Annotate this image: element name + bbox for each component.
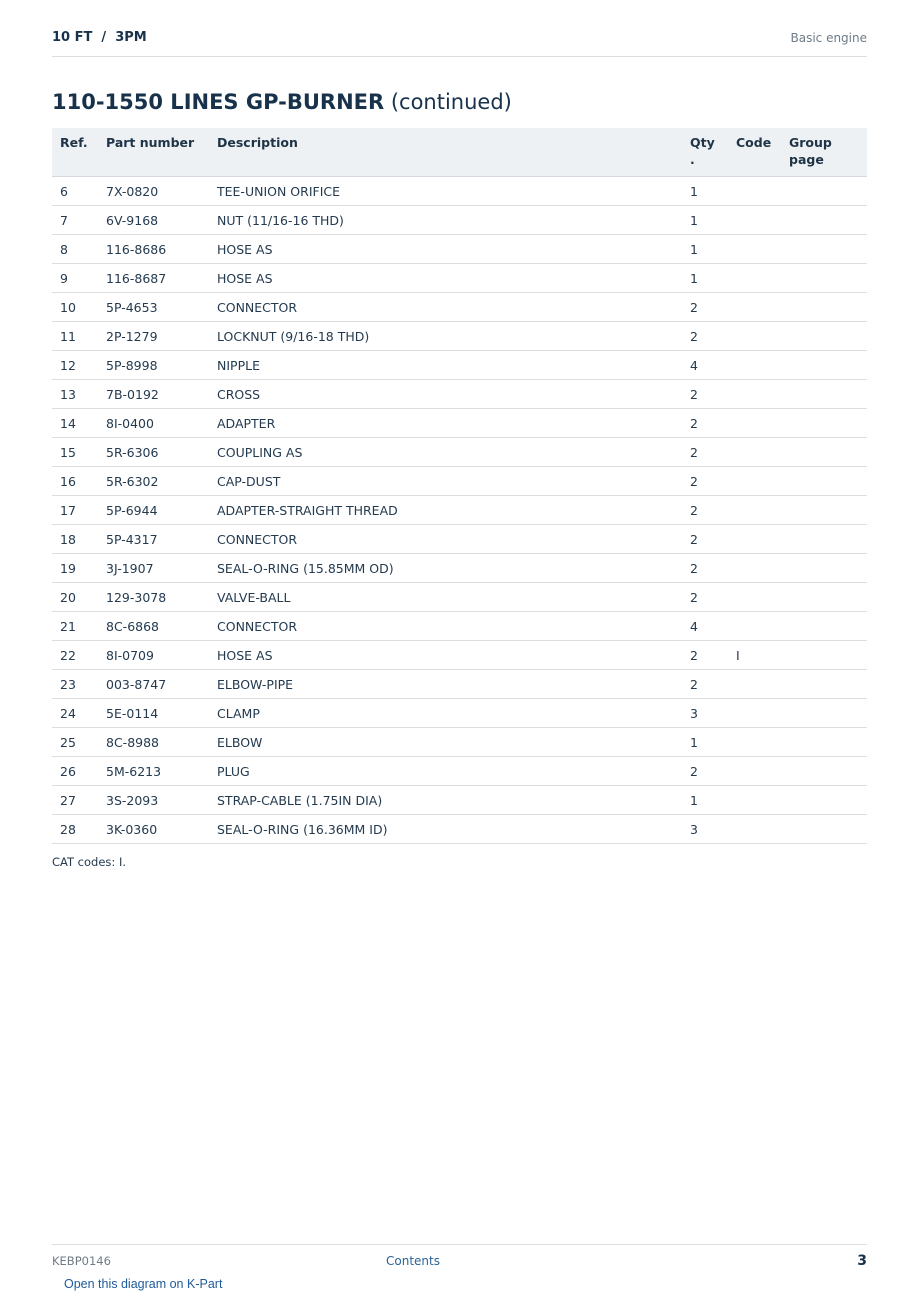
cell-qty: 1 [682, 728, 728, 757]
cell-description: CLAMP [209, 699, 682, 728]
cell-qty: 2 [682, 496, 728, 525]
column-header-qty-line2: . [690, 152, 695, 167]
cell-part-number: 003-8747 [98, 670, 209, 699]
cell-description: VALVE-BALL [209, 583, 682, 612]
cell-ref: 9 [52, 264, 98, 293]
table-row [52, 467, 867, 496]
cell-code [728, 409, 781, 438]
cell-description: CONNECTOR [209, 293, 682, 322]
table-row [52, 322, 867, 351]
table-row [52, 496, 867, 525]
cell-code [728, 728, 781, 757]
cell-ref: 10 [52, 293, 98, 322]
cell-part-number: 5P-8998 [98, 351, 209, 380]
table-row [52, 728, 867, 757]
cell-group-page [781, 293, 867, 322]
cell-qty: 3 [682, 815, 728, 844]
header-section-label: Basic engine [790, 31, 867, 45]
cell-description: CROSS [209, 380, 682, 409]
cell-description: STRAP-CABLE (1.75IN DIA) [209, 786, 682, 815]
cell-ref: 12 [52, 351, 98, 380]
table-row [52, 612, 867, 641]
cell-description: NUT (11/16-16 THD) [209, 206, 682, 235]
cat-codes-footnote: CAT codes: I. [52, 855, 126, 869]
cell-description: TEE-UNION ORIFICE [209, 177, 682, 206]
cell-ref: 7 [52, 206, 98, 235]
table-row [52, 206, 867, 235]
table-row [52, 670, 867, 699]
cell-part-number: 3K-0360 [98, 815, 209, 844]
open-diagram-k-part-link[interactable]: Open this diagram on K-Part [64, 1277, 223, 1291]
cell-code [728, 786, 781, 815]
cell-qty: 1 [682, 786, 728, 815]
cell-description: PLUG [209, 757, 682, 786]
cell-code [728, 467, 781, 496]
cell-qty: 2 [682, 409, 728, 438]
table-row [52, 757, 867, 786]
cell-code [728, 612, 781, 641]
cell-code [728, 293, 781, 322]
cell-group-page [781, 612, 867, 641]
cell-qty: 1 [682, 177, 728, 206]
page-number: 3 [857, 1253, 867, 1269]
cell-description: HOSE AS [209, 264, 682, 293]
cell-code [728, 525, 781, 554]
cell-ref: 16 [52, 467, 98, 496]
cell-ref: 15 [52, 438, 98, 467]
cell-ref: 22 [52, 641, 98, 670]
cell-part-number: 8C-8988 [98, 728, 209, 757]
cell-qty: 2 [682, 757, 728, 786]
cell-part-number: 5E-0114 [98, 699, 209, 728]
table-row [52, 235, 867, 264]
cell-part-number: 8I-0400 [98, 409, 209, 438]
cell-group-page [781, 670, 867, 699]
parts-table-header [52, 128, 867, 177]
cell-description: LOCKNUT (9/16-18 THD) [209, 322, 682, 351]
cell-ref: 19 [52, 554, 98, 583]
cell-group-page [781, 351, 867, 380]
cell-ref: 25 [52, 728, 98, 757]
footer-document-id: KEBP0146 [52, 1254, 111, 1268]
cell-part-number: 6V-9168 [98, 206, 209, 235]
cell-code [728, 554, 781, 583]
cell-group-page [781, 264, 867, 293]
cell-code [728, 670, 781, 699]
table-row [52, 583, 867, 612]
cell-description: HOSE AS [209, 641, 682, 670]
contents-link[interactable]: Contents [386, 1254, 440, 1268]
cell-code [728, 757, 781, 786]
cell-group-page [781, 757, 867, 786]
column-header-group-line2: page [789, 152, 824, 167]
cell-description: HOSE AS [209, 235, 682, 264]
cell-group-page [781, 786, 867, 815]
cell-ref: 14 [52, 409, 98, 438]
cell-qty: 2 [682, 554, 728, 583]
cell-part-number: 116-8687 [98, 264, 209, 293]
cell-description: SEAL-O-RING (16.36MM ID) [209, 815, 682, 844]
cell-ref: 26 [52, 757, 98, 786]
cell-description: CAP-DUST [209, 467, 682, 496]
cell-group-page [781, 583, 867, 612]
column-header-code: Code [728, 128, 781, 177]
cell-ref: 23 [52, 670, 98, 699]
header-model-label: 10 FT / 3PM [52, 30, 147, 45]
cell-code [728, 699, 781, 728]
cell-description: NIPPLE [209, 351, 682, 380]
cell-ref: 8 [52, 235, 98, 264]
cell-part-number: 7X-0820 [98, 177, 209, 206]
cell-description: ADAPTER [209, 409, 682, 438]
cell-ref: 21 [52, 612, 98, 641]
cell-part-number: 2P-1279 [98, 322, 209, 351]
cell-description: CONNECTOR [209, 612, 682, 641]
cell-part-number: 5R-6302 [98, 467, 209, 496]
cell-ref: 13 [52, 380, 98, 409]
cell-group-page [781, 815, 867, 844]
cell-qty: 2 [682, 293, 728, 322]
cell-code [728, 235, 781, 264]
cell-part-number: 129-3078 [98, 583, 209, 612]
cell-qty: 4 [682, 351, 728, 380]
cell-ref: 20 [52, 583, 98, 612]
cell-code [728, 496, 781, 525]
header-row [52, 128, 867, 177]
cell-qty: 1 [682, 235, 728, 264]
table-row [52, 786, 867, 815]
page [52, 0, 867, 1300]
cell-code [728, 380, 781, 409]
cell-group-page [781, 235, 867, 264]
cell-code [728, 583, 781, 612]
column-header-ref: Ref. [52, 128, 98, 177]
cell-part-number: 5P-6944 [98, 496, 209, 525]
cell-description: ADAPTER-STRAIGHT THREAD [209, 496, 682, 525]
cell-code [728, 322, 781, 351]
table-row [52, 525, 867, 554]
cell-qty: 2 [682, 438, 728, 467]
cell-group-page [781, 641, 867, 670]
column-header-part-number: Part number [98, 128, 209, 177]
cell-code [728, 264, 781, 293]
table-row [52, 177, 867, 206]
cell-part-number: 3J-1907 [98, 554, 209, 583]
cell-code [728, 351, 781, 380]
cell-ref: 17 [52, 496, 98, 525]
cell-group-page [781, 177, 867, 206]
cell-code [728, 206, 781, 235]
cell-ref: 28 [52, 815, 98, 844]
page-footer [52, 1244, 867, 1291]
cell-group-page [781, 438, 867, 467]
table-row [52, 699, 867, 728]
cell-group-page [781, 380, 867, 409]
column-header-description: Description [209, 128, 682, 177]
cell-ref: 27 [52, 786, 98, 815]
table-row [52, 351, 867, 380]
cell-part-number: 5P-4653 [98, 293, 209, 322]
cell-group-page [781, 467, 867, 496]
column-header-qty-line1: Qty [690, 135, 715, 150]
cell-code: I [728, 641, 781, 670]
cell-part-number: 116-8686 [98, 235, 209, 264]
cell-group-page [781, 409, 867, 438]
cell-part-number: 8C-6868 [98, 612, 209, 641]
column-header-group-page [781, 128, 867, 177]
cell-ref: 11 [52, 322, 98, 351]
cell-description: CONNECTOR [209, 525, 682, 554]
cell-qty: 1 [682, 206, 728, 235]
cell-description: SEAL-O-RING (15.85MM OD) [209, 554, 682, 583]
cell-part-number: 8I-0709 [98, 641, 209, 670]
table-row [52, 264, 867, 293]
cell-qty: 2 [682, 641, 728, 670]
table-row [52, 438, 867, 467]
cell-description: COUPLING AS [209, 438, 682, 467]
page-title [52, 90, 512, 114]
page-title-main: 110-1550 LINES GP-BURNER [52, 90, 385, 114]
table-row [52, 293, 867, 322]
cell-part-number: 5P-4317 [98, 525, 209, 554]
cell-group-page [781, 322, 867, 351]
column-header-group-line1: Group [789, 135, 832, 150]
cell-group-page [781, 525, 867, 554]
cell-group-page [781, 206, 867, 235]
parts-table-body [52, 177, 867, 844]
parts-table [52, 128, 867, 844]
table-row [52, 554, 867, 583]
cell-qty: 2 [682, 467, 728, 496]
cell-code [728, 438, 781, 467]
cell-part-number: 5R-6306 [98, 438, 209, 467]
page-title-subtitle: (continued) [390, 90, 512, 114]
page-header [52, 26, 867, 57]
cell-description: ELBOW [209, 728, 682, 757]
cell-group-page [781, 728, 867, 757]
cell-description: ELBOW-PIPE [209, 670, 682, 699]
table-row [52, 380, 867, 409]
cell-group-page [781, 699, 867, 728]
column-header-qty [682, 128, 728, 177]
cell-qty: 1 [682, 264, 728, 293]
cell-group-page [781, 554, 867, 583]
cell-qty: 4 [682, 612, 728, 641]
cell-ref: 18 [52, 525, 98, 554]
cell-qty: 3 [682, 699, 728, 728]
cell-qty: 2 [682, 322, 728, 351]
cell-part-number: 3S-2093 [98, 786, 209, 815]
cell-group-page [781, 496, 867, 525]
cell-qty: 2 [682, 525, 728, 554]
cell-part-number: 5M-6213 [98, 757, 209, 786]
cell-ref: 24 [52, 699, 98, 728]
cell-code [728, 815, 781, 844]
cell-code [728, 177, 781, 206]
cell-qty: 2 [682, 380, 728, 409]
cell-qty: 2 [682, 583, 728, 612]
cell-ref: 6 [52, 177, 98, 206]
table-row [52, 641, 867, 670]
table-row [52, 409, 867, 438]
cell-qty: 2 [682, 670, 728, 699]
table-row [52, 815, 867, 844]
cell-part-number: 7B-0192 [98, 380, 209, 409]
